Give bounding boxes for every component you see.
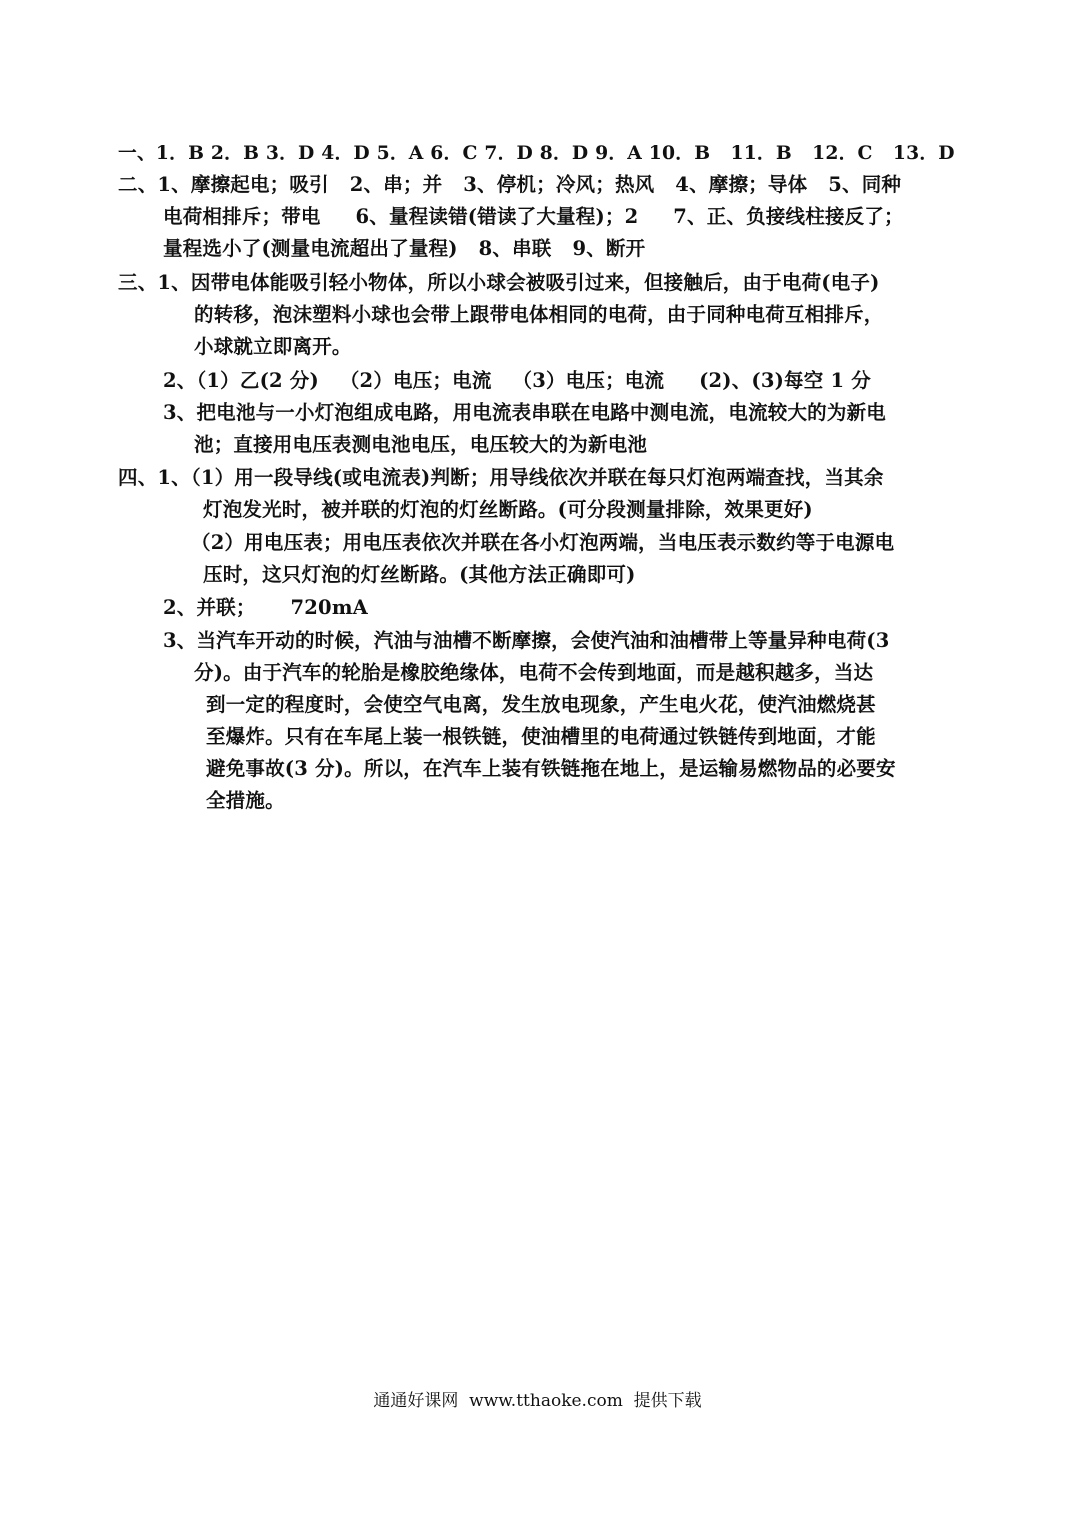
answer-line-section-4-i: 至爆炸。只有在车尾上装一根铁链，使油槽里的电荷通过铁链传到地面，才能 (206, 725, 876, 748)
answer-line-section-2-a: 二、1、摩擦起电；吸引 2、串；并 3、停机；冷风；热风 4、摩擦；导体 5、同种 (118, 173, 902, 196)
answer-line-section-4-f: 3、当汽车开动的时候，汽油与油槽不断摩擦，会使汽油和油槽带上等量异种电荷(3 (163, 629, 890, 652)
footer-source-text: 通通好课网 www.tthaoke.com 提供下载 (373, 1391, 702, 1411)
answer-line-section-4-k: 全措施。 (206, 789, 285, 812)
answer-line-section-4-b: 灯泡发光时，被并联的灯泡的灯丝断路。(可分段测量排除，效果更好) (203, 498, 813, 521)
answer-line-section-4-j: 避免事故(3 分)。所以，在汽车上装有铁链拖在地上，是运输易燃物品的必要安 (206, 757, 896, 780)
answer-line-section-4-e: 2、并联； 720mA (163, 596, 368, 619)
answer-line-section-4-c: （2）用电压表；用电压表依次并联在各小灯泡两端，当电压表示数约等于电源电 (191, 531, 895, 554)
answer-line-section-4-g: 分)。由于汽车的轮胎是橡胶绝缘体，电荷不会传到地面，而是越积越多，当达 (194, 661, 874, 684)
answer-line-section-2-c: 量程选小了(测量电流超出了量程) 8、串联 9、断开 (163, 237, 646, 260)
answer-line-section-4-d: 压时，这只灯泡的灯丝断路。(其他方法正确即可) (203, 563, 636, 586)
answer-line-section-3-b: 的转移，泡沫塑料小球也会带上跟带电体相同的电荷，由于同种电荷互相排斥， (194, 303, 884, 326)
answer-line-section-3-f: 池；直接用电压表测电池电压，电压较大的为新电池 (194, 433, 648, 456)
answer-line-section-3-d: 2、（1）乙(2 分) （2）电压；电流 （3）电压；电流 (2)、(3)每空 1 分 (163, 369, 871, 392)
answer-line-section-4-a: 四、1、（1）用一段导线(或电流表)判断；用导线依次并联在每只灯泡两端查找，当其余 (118, 466, 884, 489)
answer-line-section-4-h: 到一定的程度时，会使空气电离，发生放电现象，产生电火花，使汽油燃烧甚 (206, 693, 876, 716)
answer-line-section-2-b: 电荷相排斥；带电 6、量程读错(错读了大量程)；2 7、正、负接线柱接反了； (163, 205, 904, 228)
answer-line-section-3-e: 3、把电池与一小灯泡组成电路，用电流表串联在电路中测电流，电流较大的为新电 (163, 401, 886, 424)
answer-line-section-1: 一、1．B 2．B 3．D 4．D 5．A 6．C 7．D 8．D 9．A 10．B 11．B 12．C 13．D (118, 142, 955, 164)
answer-line-section-3-a: 三、1、因带电体能吸引轻小物体，所以小球会被吸引过来，但接触后，由于电荷(电子) (118, 271, 880, 294)
answer-line-section-3-c: 小球就立即离开。 (194, 335, 352, 358)
